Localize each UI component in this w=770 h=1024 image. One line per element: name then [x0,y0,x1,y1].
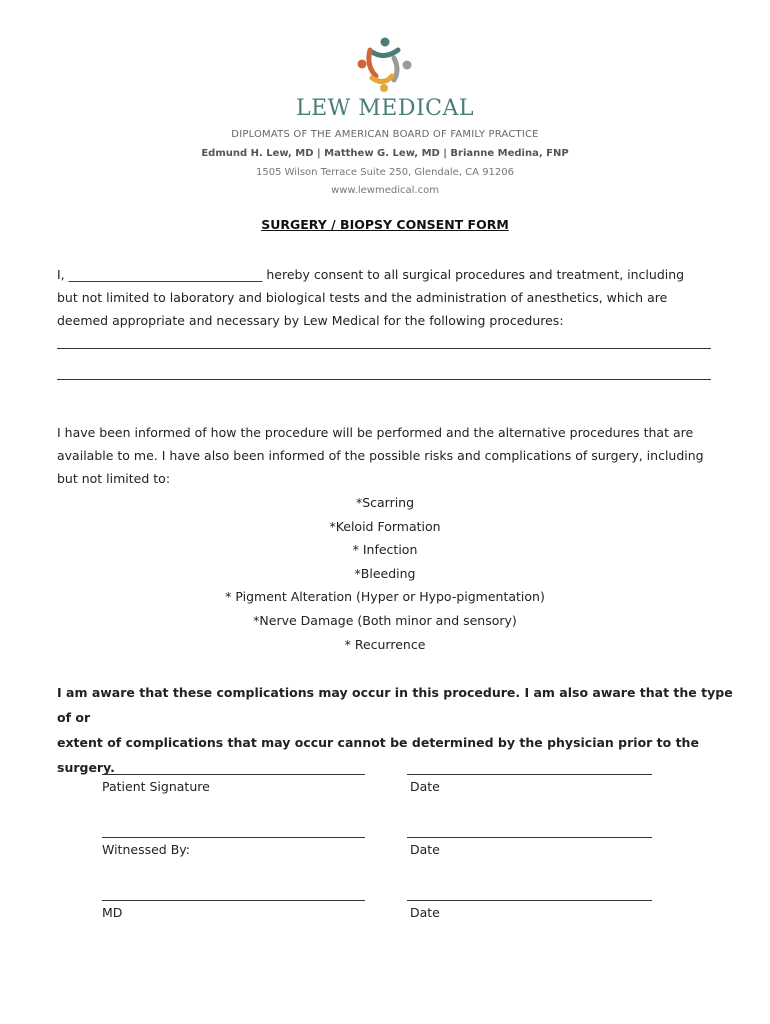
risk-item: * Infection [352,542,418,558]
awareness-line: I am aware that these complications may occur in this procedure. I am also aware that the type of or [57,685,733,725]
witnessed-by-label: Witnessed By: [102,842,190,857]
consent-line: deemed appropriate and necessary by Lew Medical for the following procedures: [57,313,564,328]
md-date-label: Date [410,905,440,920]
consent-paragraph [57,263,717,332]
website-line: www.lewmedical.com [331,185,439,196]
risk-item: *Nerve Damage (Both minor and sensory) [253,612,517,628]
patient-signature-label: Patient Signature [102,779,210,794]
brand-name: LEW MEDICAL [295,96,475,121]
risks-list [0,491,770,656]
informed-line: available to me. I have also been informed of the possible risks and complications of surgery, including [57,448,704,463]
procedure-blank-line-1[interactable] [57,348,711,349]
consent-line: I, _______________________________ hereby consent to all surgical procedures and treatment, including [57,267,685,282]
doctors-line: Edmund H. Lew, MD | Matthew G. Lew, MD | Brianne Medina, FNP [201,148,569,159]
informed-line: I have been informed of how the procedure will be performed and the alternative procedures that are [57,425,694,440]
patient-date-line[interactable] [407,774,652,775]
md-date-line[interactable] [407,900,652,901]
lew-medical-logo-icon [352,36,416,92]
risk-item: *Keloid Formation [329,518,441,534]
procedure-blank-line-2[interactable] [57,379,711,380]
witness-signature-line[interactable] [102,837,365,838]
risk-item: *Bleeding [354,565,416,581]
risk-item: *Scarring [355,495,415,510]
address-line: 1505 Wilson Terrace Suite 250, Glendale, CA 91206 [255,167,515,178]
witness-date-line[interactable] [407,837,652,838]
awareness-line: extent of complications that may occur cannot be determined by the physician prior to the surgery. [57,735,699,775]
consent-line: but not limited to laboratory and biological tests and the administration of anesthetics, which are [57,290,668,305]
witness-date-label: Date [410,842,440,857]
patient-date-label: Date [410,779,440,794]
patient-signature-line[interactable] [102,774,365,775]
md-label: MD [102,905,123,920]
awareness-paragraph [57,680,737,780]
risk-item: * Pigment Alteration (Hyper or Hypo-pigmentation) [225,589,545,605]
form-title: SURGERY / BIOPSY CONSENT FORM [261,217,509,232]
informed-line: but not limited to: [57,471,171,486]
diplomats-subtitle: DIPLOMATS OF THE AMERICAN BOARD OF FAMILY PRACTICE [231,129,539,140]
risk-item: * Recurrence [344,636,426,652]
md-signature-line[interactable] [102,900,365,901]
informed-paragraph [57,421,717,490]
